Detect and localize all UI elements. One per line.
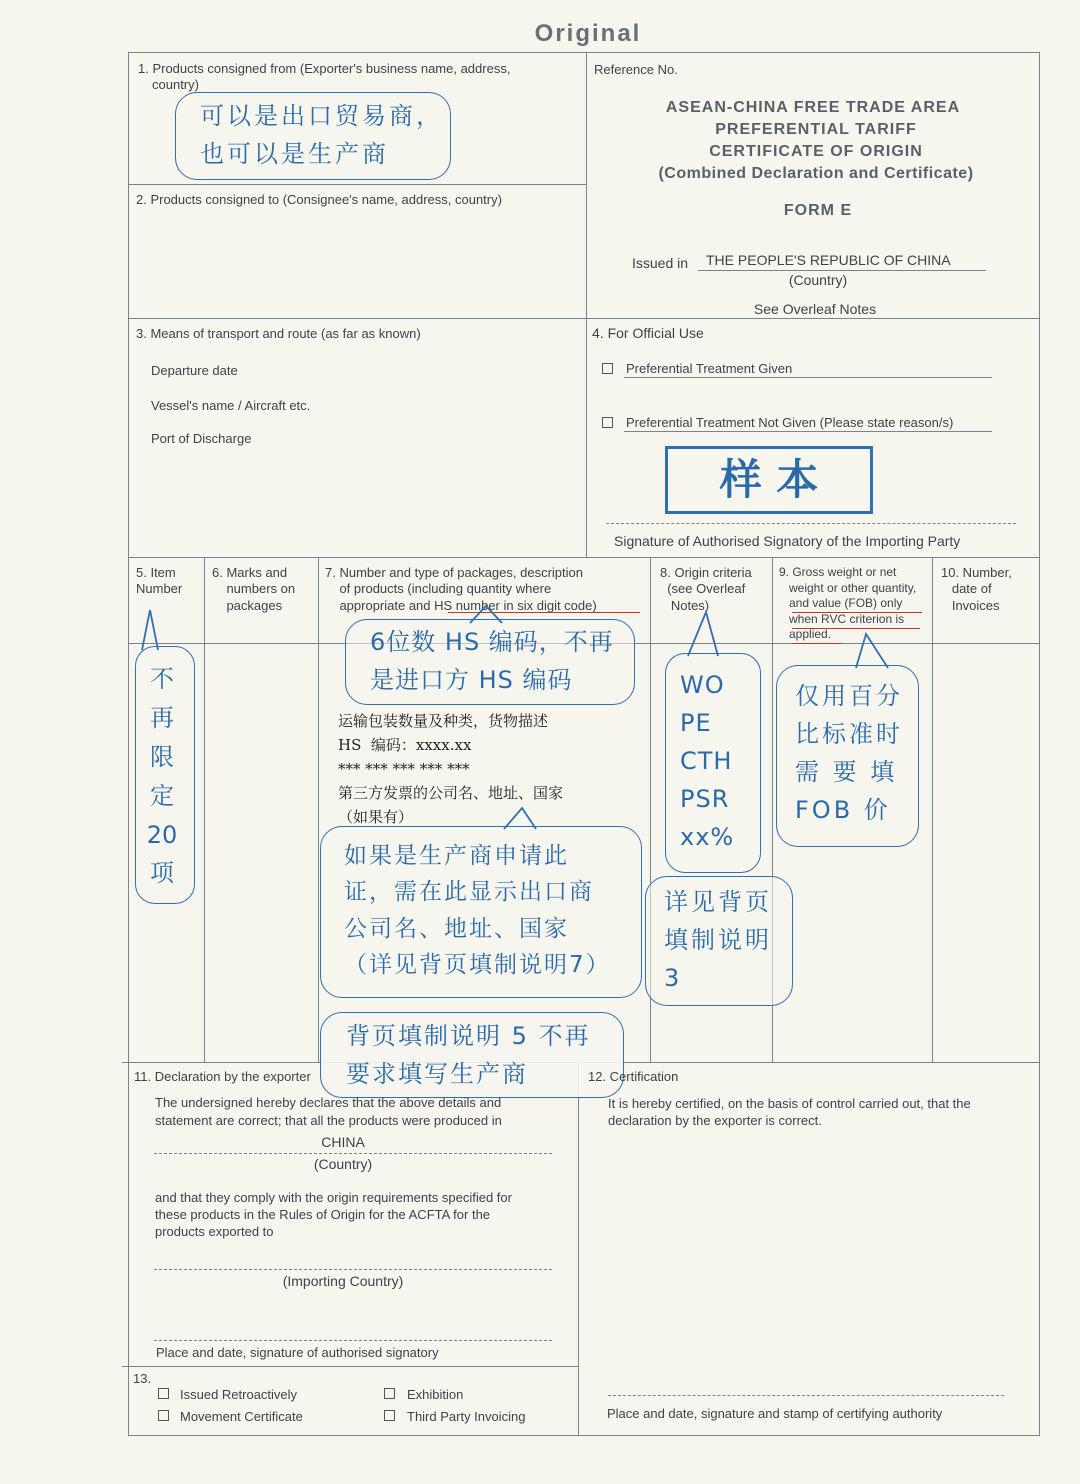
box1-label-cont: country) (152, 77, 199, 92)
rvc-underline (792, 628, 920, 629)
fob-underline (792, 612, 922, 613)
movement-certificate-label: Movement Certificate (180, 1409, 303, 1424)
exporter-note-pointer (500, 806, 540, 830)
form-title-3: CERTIFICATE OF ORIGIN (709, 143, 923, 160)
box11-text3: and that they comply with the origin requirements specified for (155, 1190, 512, 1205)
box11-text4: these products in the Rules of Origin for the ACFTA for the (155, 1207, 491, 1222)
box13-label: 13. (133, 1371, 152, 1386)
form-title-1: ASEAN-CHINA FREE TRADE AREA (665, 99, 961, 116)
item-limit-note: 不 再 限 定 20 项 (146, 665, 178, 888)
port-label: Port of Discharge (151, 431, 252, 446)
box12-text2: declaration by the exporter is correct. (608, 1113, 822, 1128)
goods-description-lines: 运输包装数量及种类，货物描述 HS 编码：xxxx.xx *** *** *** *** *** 第三方发票的公司名、地址、国家 （如果有） (338, 712, 564, 826)
col10-header: 10. Number, date of Invoices (941, 565, 1012, 613)
overleaf-notes: See Overleaf Notes (753, 301, 877, 317)
box2-label: 2. Products consigned to (Consignee's name, address, country) (136, 192, 502, 207)
box11-text1: The undersigned hereby declares that the above details and (155, 1095, 502, 1110)
issued-in-value: THE PEOPLE'S REPUBLIC OF CHINA (706, 252, 951, 268)
col8-header: 8. Origin criteria (see Overleaf Notes) (660, 565, 752, 613)
exhibition-label: Exhibition (407, 1387, 464, 1402)
box1-label: 1. Products consigned from (Exporter's business name, address, (138, 61, 511, 76)
exporting-country-caption: (Country) (313, 1156, 373, 1172)
exporting-country-value: CHINA (321, 1134, 365, 1150)
movement-certificate-checkbox[interactable] (158, 1410, 169, 1421)
treatment-not-given-checkbox[interactable] (602, 417, 613, 428)
item-limit-pointer (138, 606, 164, 652)
certifying-authority-caption: Place and date, signature and stamp of certifying authority (607, 1406, 943, 1421)
box4-label: 4. For Official Use (592, 325, 704, 341)
box1-note: 可以是出口贸易商， 也可以是生产商 (200, 102, 443, 168)
box11-text5: products exported to (155, 1224, 274, 1239)
exhibition-checkbox[interactable] (384, 1388, 395, 1399)
box11-label: 11. Declaration by the exporter (134, 1069, 311, 1084)
departure-date-label: Departure date (151, 363, 238, 378)
retroactive-label: Issued Retroactively (180, 1387, 298, 1402)
note5: 背页填制说明 5 不再 要求填写生产商 (346, 1022, 591, 1088)
treatment-not-given-label: Preferential Treatment Not Given (Please state reason/s) (626, 415, 954, 430)
issued-country-caption: (Country) (788, 272, 848, 288)
col9-header: 9. Gross weight or net weight or other quantity, and value (FOB) only when RVC criterion is applied. (779, 565, 917, 642)
form-title-4: (Combined Declaration and Certificate) (658, 165, 974, 182)
fob-note-pointer (852, 630, 892, 670)
reference-label: Reference No. (594, 62, 678, 77)
form-name: FORM E (783, 202, 853, 219)
box11-text2: statement are correct; that all the products were produced in (155, 1113, 502, 1128)
applied-underline (792, 643, 842, 644)
third-party-invoicing-checkbox[interactable] (384, 1410, 395, 1421)
issued-in-label: Issued in (632, 255, 689, 271)
col5-header: 5. Item Number (136, 565, 183, 597)
hs-note-pointer (466, 604, 506, 624)
criteria-list: WO PE CTH PSR xx% (680, 671, 735, 851)
box12-text1: It is hereby certified, on the basis of control carried out, that the (608, 1096, 971, 1111)
third-party-invoicing-label: Third Party Invoicing (407, 1409, 526, 1424)
vessel-label: Vessel's name / Aircraft etc. (151, 398, 311, 413)
treatment-given-checkbox[interactable] (602, 363, 613, 374)
box12-label: 12. Certification (588, 1069, 679, 1084)
box3-label: 3. Means of transport and route (as far as known) (136, 326, 421, 341)
treatment-given-label: Preferential Treatment Given (626, 361, 793, 376)
form-title-2: PREFERENTIAL TARIFF (715, 121, 917, 138)
retroactive-checkbox[interactable] (158, 1388, 169, 1399)
document-title: Original (534, 20, 642, 47)
col7-header: 7. Number and type of packages, description of products (including quantity where appropriate and HS number in six digit code) (325, 565, 597, 613)
exporter-note: 如果是生产商申请此 证，需在此显示出口商 公司名、地址、国家 （详见背页填制说明7） (344, 843, 611, 978)
importing-country-caption: (Importing Country) (282, 1273, 404, 1289)
col6-header: 6. Marks and numbers on packages (212, 565, 296, 613)
criteria-note: 详见背页 填制说明 3 (664, 888, 772, 992)
sample-stamp: 样 本 (665, 446, 873, 514)
hs-note: 6位数 HS 编码，不再 是进口方 HS 编码 (370, 628, 614, 694)
criteria-pointer (684, 608, 724, 658)
exporter-signature-caption: Place and date, signature of authorised signatory (156, 1345, 439, 1360)
fob-note: 仅用百分 比标准时 需 要 填 FOB 价 (795, 682, 903, 824)
importing-signatory-caption: Signature of Authorised Signatory of the Importing Party (614, 533, 961, 549)
